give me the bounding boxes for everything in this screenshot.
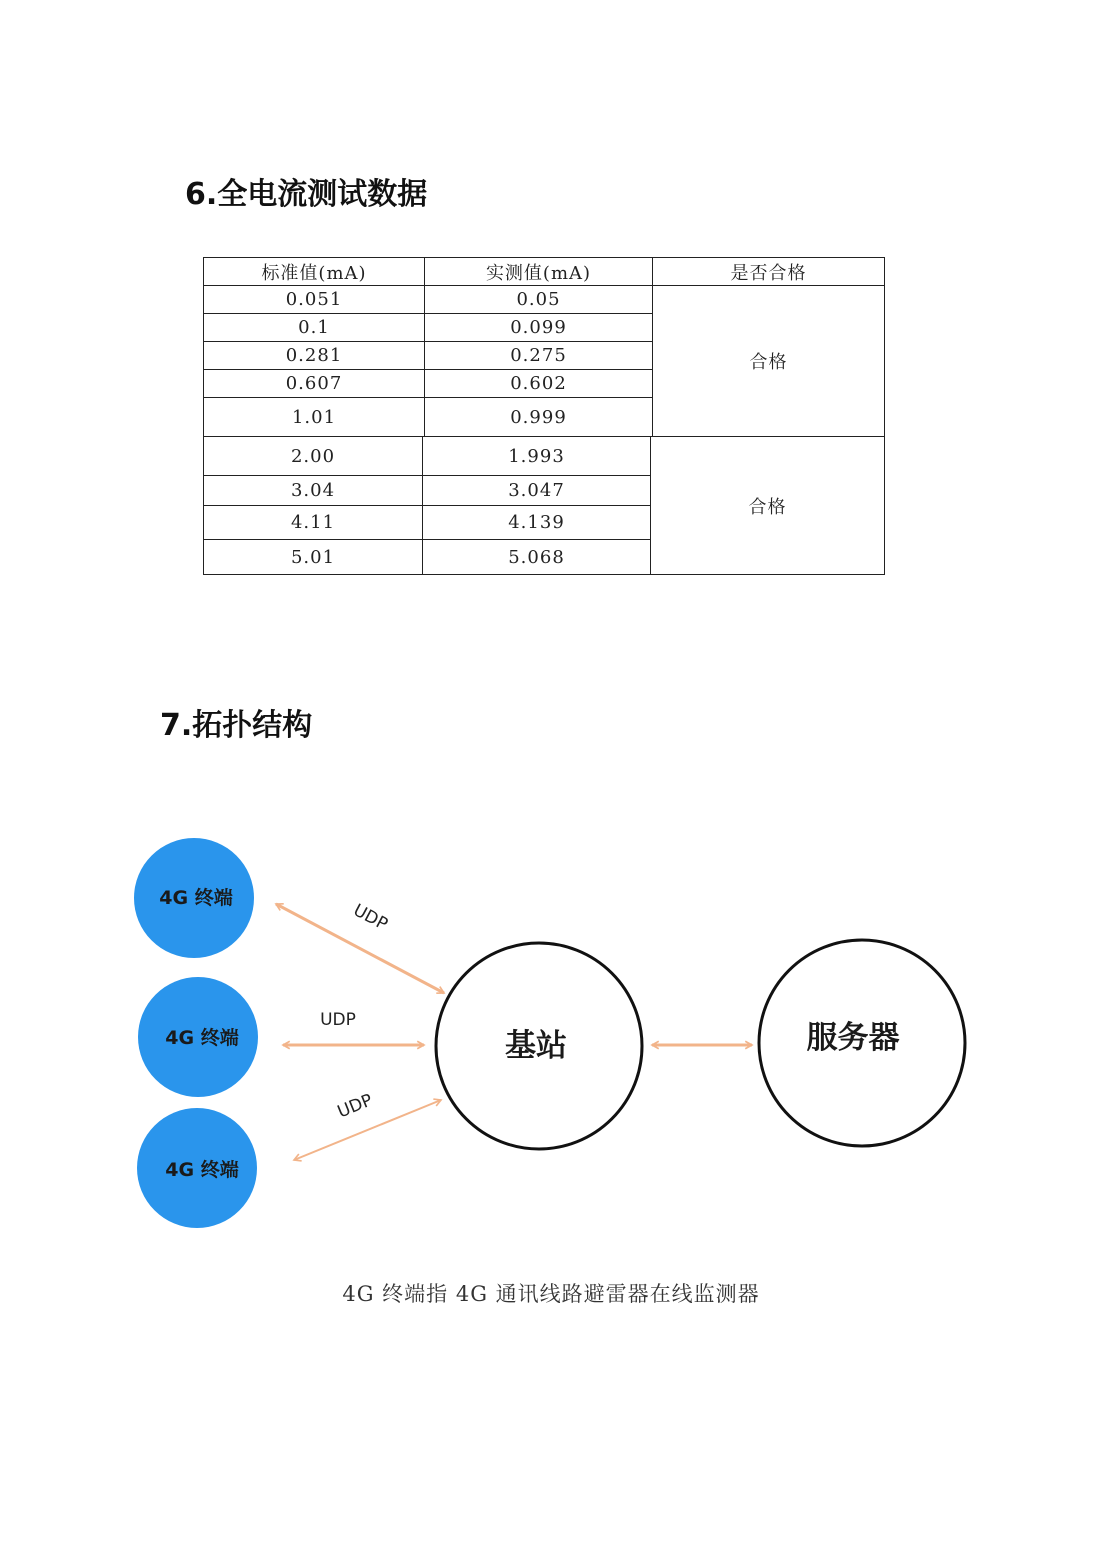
standard-value-cell: 0.051 xyxy=(204,286,425,314)
standard-value-cell: 4.11 xyxy=(204,506,423,540)
udp-label-2: UDP xyxy=(320,1010,356,1030)
qualified-result-cell: 合格 xyxy=(651,437,885,575)
header-measured-value: 实测值(mA) xyxy=(425,258,653,286)
header-qualified: 是否合格 xyxy=(653,258,885,286)
base-station-node xyxy=(436,943,642,1149)
standard-value-cell: 0.607 xyxy=(204,370,425,398)
standard-value-cell: 3.04 xyxy=(204,476,423,506)
server-node xyxy=(759,940,965,1146)
header-standard-value: 标准值(mA) xyxy=(204,258,425,286)
current-test-table-part-2 xyxy=(203,436,885,575)
terminal-label: 4G 终端 xyxy=(165,1027,239,1049)
measured-value-cell: 3.047 xyxy=(423,476,651,506)
topology-diagram xyxy=(0,830,1102,1250)
measured-value-cell: 0.275 xyxy=(425,342,653,370)
terminal-label: 4G 终端 xyxy=(159,887,233,909)
table-row xyxy=(204,437,885,476)
measured-value-cell: 1.993 xyxy=(423,437,651,476)
measured-value-cell: 5.068 xyxy=(423,540,651,575)
base-station-label: 基站 xyxy=(505,1028,567,1064)
standard-value-cell: 0.281 xyxy=(204,342,425,370)
standard-value-cell: 0.1 xyxy=(204,314,425,342)
section-7-heading: 7.拓扑结构 xyxy=(160,708,313,743)
measured-value-cell: 0.05 xyxy=(425,286,653,314)
standard-value-cell: 2.00 xyxy=(204,437,423,476)
measured-value-cell: 4.139 xyxy=(423,506,651,540)
current-test-table-part-1 xyxy=(203,257,885,437)
terminal-node-1 xyxy=(134,838,254,958)
standard-value-cell: 5.01 xyxy=(204,540,423,575)
table-row xyxy=(204,286,885,314)
topology-caption: 4G 终端指 4G 通讯线路避雷器在线监测器 xyxy=(342,1282,760,1306)
measured-value-cell: 0.099 xyxy=(425,314,653,342)
qualified-result-cell: 合格 xyxy=(653,286,885,437)
standard-value-cell: 1.01 xyxy=(204,398,425,437)
table-header-row xyxy=(204,258,885,286)
measured-value-cell: 0.999 xyxy=(425,398,653,437)
terminal-node-2 xyxy=(138,977,258,1097)
section-6-heading: 6.全电流测试数据 xyxy=(185,177,428,212)
server-label: 服务器 xyxy=(806,1020,900,1056)
measured-value-cell: 0.602 xyxy=(425,370,653,398)
terminal-node-3 xyxy=(137,1108,257,1228)
udp-label-3: UDP xyxy=(334,1090,376,1123)
udp-label-1: UDP xyxy=(349,900,391,935)
terminal-label: 4G 终端 xyxy=(165,1159,239,1181)
